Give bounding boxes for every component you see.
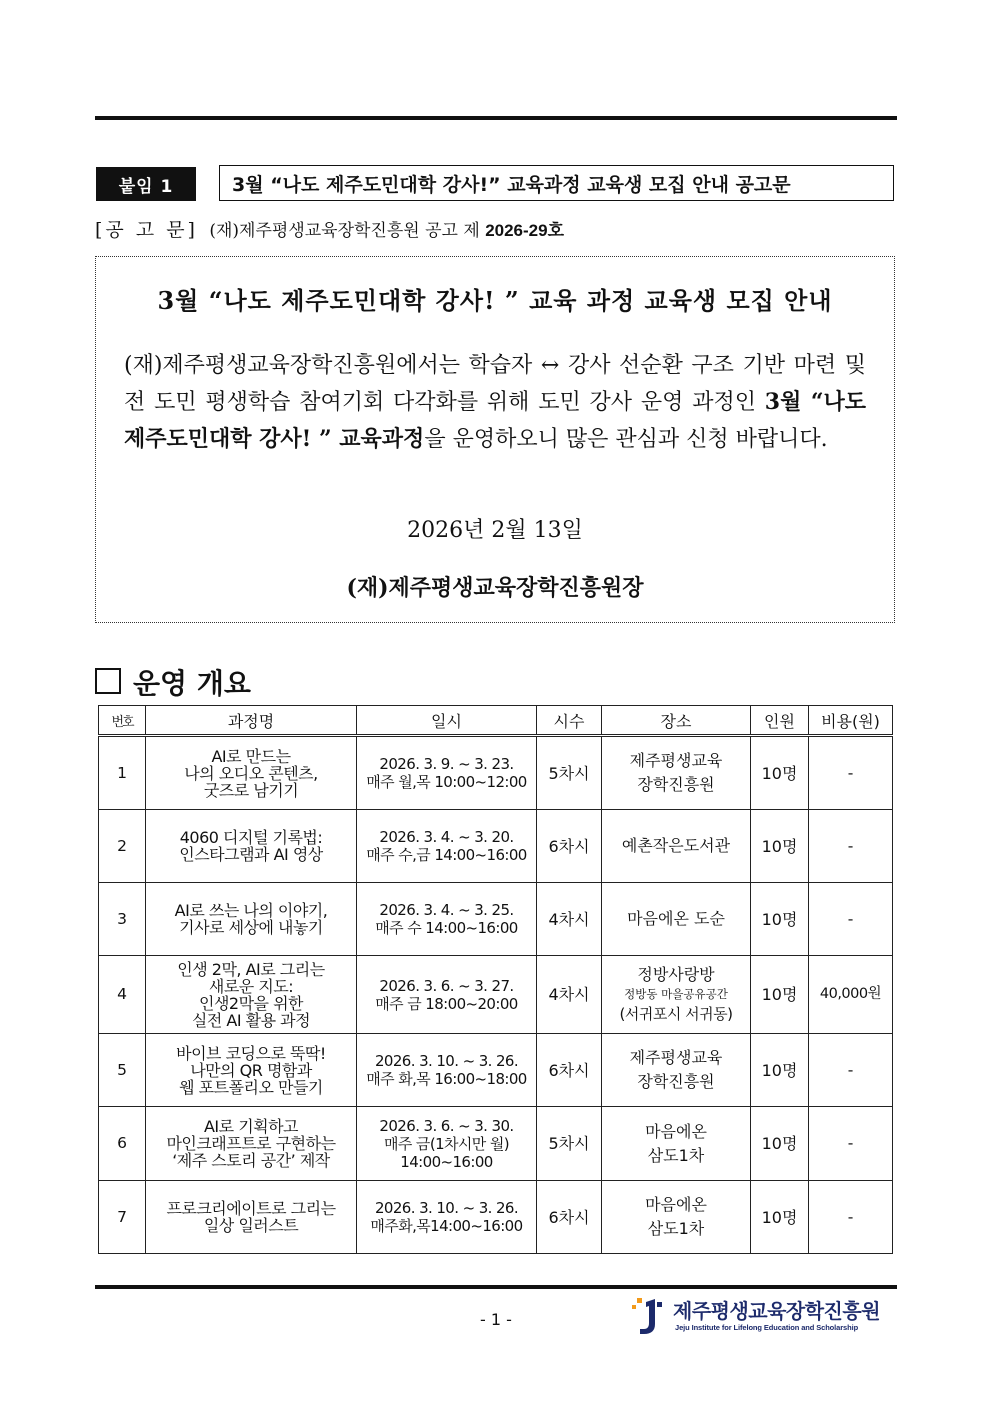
schedule-line: 2026. 3. 6. ~ 3. 30.: [379, 1116, 514, 1135]
course-name-line: 프로크리에이트로 그리는: [166, 1199, 336, 1218]
top-rule: [95, 116, 897, 120]
cell-fee: 40,000원: [809, 956, 893, 1034]
cell-course-name: [146, 810, 357, 883]
header-capacity: 인원: [751, 706, 809, 736]
logo-institute-name: 제주평생교육장학진흥원: [673, 1301, 881, 1323]
table-row: [99, 736, 893, 810]
course-name-line: 굿즈로 남기기: [203, 780, 299, 800]
cell-schedule: [357, 1181, 537, 1254]
cell-course-name: [146, 956, 357, 1034]
cell-no: 5: [99, 1034, 146, 1107]
cell-sessions: 6차시: [537, 810, 602, 883]
notice-signature: (재)제주평생교육장학진흥원장: [346, 575, 644, 601]
course-name-line: AI로 만드는: [211, 746, 291, 766]
place-line: 삼도1차: [647, 1145, 705, 1165]
notice-issuer: (재)제주평생교육장학진흥원 공고 제: [209, 221, 480, 241]
cell-fee: -: [809, 883, 893, 956]
jeju-institute-logo-mark-icon: [628, 1296, 666, 1336]
cell-no: 4: [99, 956, 146, 1034]
schedule-line: 매주 금(1차시만 월) 14:00~16:00: [383, 1134, 509, 1171]
schedule-line: 매주화,목14:00~16:00: [370, 1217, 523, 1235]
course-name-line: 바이브 코딩으로 뚝딱!: [176, 1043, 326, 1063]
cell-capacity: 10명: [751, 1181, 809, 1254]
cell-fee: -: [809, 1034, 893, 1107]
notice-date: 2026년 2월 13일: [407, 518, 583, 543]
checkbox-square-icon: [95, 668, 121, 694]
course-name-line: AI로 쓰는 나의 이야기,: [174, 901, 328, 920]
course-overview-table: [98, 705, 893, 1254]
course-name-line: 4060 디지털 기록법:: [179, 828, 323, 847]
schedule-line: 2026. 3. 10. ~ 3. 26.: [374, 1199, 519, 1217]
cell-sessions: 6차시: [537, 1181, 602, 1254]
notice-box: [95, 256, 895, 623]
schedule-line: 2026. 3. 9. ~ 3. 23.: [379, 755, 514, 773]
header-sessions: 시수: [537, 706, 602, 736]
notice-body: [124, 348, 866, 458]
attachment-header: [96, 165, 900, 203]
table-row: [99, 1107, 893, 1181]
course-name-line: 마인크래프트로 구현하는: [166, 1134, 336, 1153]
cell-place: [602, 1034, 751, 1107]
header-fee: 비용(원): [809, 706, 893, 736]
section-title: 운영 개요: [133, 667, 251, 700]
table-row: [99, 1181, 893, 1254]
place-line: 예촌작은도서관: [621, 836, 731, 855]
cell-capacity: 10명: [751, 1107, 809, 1181]
cell-course-name: [146, 1107, 357, 1181]
place-line: 마음에온: [645, 1195, 707, 1214]
cell-no: 6: [99, 1107, 146, 1181]
cell-schedule: [357, 883, 537, 956]
schedule-line: 매주 수,금 14:00~16:00: [366, 846, 527, 864]
course-name-line: 기사로 세상에 내놓기: [179, 918, 323, 937]
cell-fee: -: [809, 1181, 893, 1254]
table-row: [99, 1034, 893, 1107]
section-heading: [95, 662, 251, 702]
schedule-line: 매주 월,목 10:00~12:00: [366, 773, 527, 791]
place-line: 제주평생교육: [629, 1048, 723, 1067]
course-name-line: ‘제주 스토리 공간’ 제작: [172, 1151, 330, 1170]
header-place: 장소: [602, 706, 751, 736]
cell-course-name: [146, 883, 357, 956]
cell-no: 1: [99, 736, 146, 810]
place-line: 장학진흥원: [637, 775, 715, 794]
cell-course-name: [146, 1034, 357, 1107]
notice-label: [공 고 문]: [95, 219, 198, 241]
schedule-line: 2026. 3. 6. ~ 3. 27.: [379, 976, 514, 995]
course-name-line: 나의 오디오 콘텐츠,: [184, 763, 318, 783]
cell-capacity: 10명: [751, 883, 809, 956]
place-line: 제주평생교육: [629, 751, 723, 770]
place-line: 정방사랑방: [637, 965, 715, 984]
cell-schedule: [357, 810, 537, 883]
cell-sessions: 5차시: [537, 736, 602, 810]
schedule-line: 2026. 3. 4. ~ 3. 20.: [379, 828, 514, 846]
cell-capacity: 10명: [751, 956, 809, 1034]
course-name-line: 웹 포트폴리오 만들기: [179, 1077, 323, 1097]
cell-sessions: 5차시: [537, 1107, 602, 1181]
attachment-title: 3월 “나도 제주도민대학 강사!” 교육과정 교육생 모집 안내 공고문: [219, 165, 894, 201]
notice-body-course: 3월 “나도 제주도민대학 강사! ” 교육과정: [124, 389, 866, 452]
cell-no: 7: [99, 1181, 146, 1254]
schedule-line: 매주 화,목 16:00~18:00: [366, 1070, 527, 1088]
course-name-line: 실전 AI 활용 과정: [191, 1010, 311, 1030]
notice-body-text: (재)제주평생교육장학진흥원에서는 학습자 ↔ 강사 선순환 구조 기반 마련 및 전 도민 평생학습 참여기회 다각화를 위해 도민 강사 운영 과정인: [124, 353, 866, 415]
cell-capacity: 10명: [751, 736, 809, 810]
notice-reference: [95, 215, 564, 242]
place-note: 정방동 마을공유공간: [624, 987, 728, 1001]
cell-schedule: [357, 1107, 537, 1181]
cell-fee: -: [809, 810, 893, 883]
cell-schedule: [357, 1034, 537, 1107]
place-line: 마음에온: [645, 1121, 707, 1141]
table-body: [99, 736, 893, 1254]
cell-place: [602, 883, 751, 956]
cell-place: [602, 1107, 751, 1181]
course-name-line: AI로 기획하고: [203, 1117, 299, 1136]
cell-sessions: 4차시: [537, 883, 602, 956]
notice-title: 3월 “나도 제주도민대학 강사! ” 교육 과정 교육생 모집 안내: [157, 286, 833, 315]
cell-place: [602, 956, 751, 1034]
cell-capacity: 10명: [751, 810, 809, 883]
cell-schedule: [357, 736, 537, 810]
schedule-line: 매주 금 18:00~20:00: [375, 994, 518, 1013]
table-row: [99, 956, 893, 1034]
page-number: - 1 -: [480, 1310, 512, 1329]
cell-course-name: [146, 1181, 357, 1254]
cell-fee: -: [809, 1107, 893, 1181]
header-course-name: 과정명: [146, 706, 357, 736]
bottom-rule: [95, 1285, 897, 1289]
place-line: 삼도1차: [647, 1219, 705, 1238]
course-name-line: 인스타그램과 AI 영상: [179, 845, 323, 864]
schedule-line: 2026. 3. 10. ~ 3. 26.: [374, 1052, 519, 1070]
table-row: [99, 810, 893, 883]
course-name-line: 나만의 QR 명함과: [190, 1060, 312, 1080]
cell-place: [602, 736, 751, 810]
cell-capacity: 10명: [751, 1034, 809, 1107]
header-no: 번호: [99, 706, 146, 736]
place-line: 장학진흥원: [637, 1072, 715, 1091]
attachment-badge: 붙임 1: [96, 167, 196, 201]
course-name-line: 새로운 지도:: [208, 976, 294, 996]
institute-logo: [622, 1292, 897, 1340]
header-schedule: 일시: [357, 706, 537, 736]
cell-no: 2: [99, 810, 146, 883]
table-row: [99, 883, 893, 956]
logo-institute-subtitle: Jeju Institute for Lifelong Education and Scholarship: [675, 1323, 859, 1332]
course-name-line: 인생 2막, AI로 그리는: [177, 959, 325, 979]
notice-number: 2026-29호: [485, 221, 564, 240]
cell-schedule: [357, 956, 537, 1034]
table-header-row: [99, 706, 893, 736]
cell-place: [602, 1181, 751, 1254]
place-line: (서귀포시 서귀동): [619, 1005, 733, 1023]
cell-sessions: 6차시: [537, 1034, 602, 1107]
cell-fee: -: [809, 736, 893, 810]
cell-place: [602, 810, 751, 883]
schedule-line: 2026. 3. 4. ~ 3. 25.: [379, 901, 514, 919]
place-line: 마음에온 도순: [627, 909, 725, 928]
cell-sessions: 4차시: [537, 956, 602, 1034]
notice-body-closing: 을 운영하오니 많은 관심과 신청 바랍니다.: [424, 427, 828, 452]
course-name-line: 인생2막을 위한: [198, 993, 303, 1013]
course-name-line: 일상 일러스트: [203, 1216, 299, 1235]
schedule-line: 매주 수 14:00~16:00: [375, 919, 518, 937]
cell-no: 3: [99, 883, 146, 956]
cell-course-name: [146, 736, 357, 810]
